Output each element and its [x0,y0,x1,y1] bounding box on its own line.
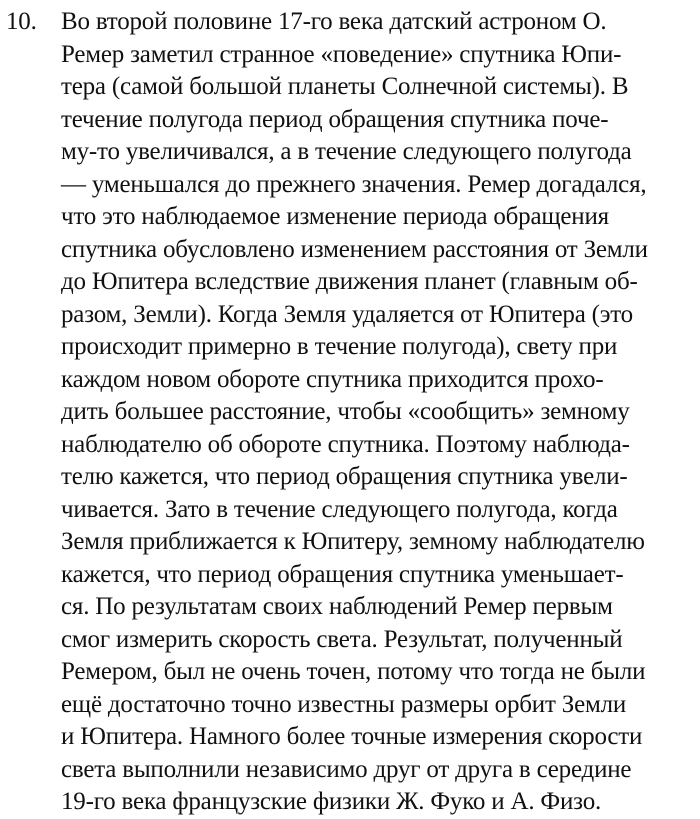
text-line: происходит примерно в течение полугода), свету при [61,333,618,360]
text-line: телю кажется, что период обращения спутника увели- [61,463,628,490]
text-line: света выполнили независимо друг от друга в середине [61,755,632,783]
text-line: му-то увеличивался, а в течение следующего полугода [61,138,632,165]
text-line: дить большее расстояние, чтобы «сообщить» земному [61,398,630,425]
text-line: ещё достаточно точно известны размеры орбит Земли [61,690,627,718]
text-line: Земля приближается к Юпитеру, земному наблюдателю [61,528,645,555]
text-line: течение полугода период обращения спутника поче- [61,105,609,133]
problem-number: 10. [6,8,37,35]
problem-text [61,6,697,819]
text-line: кажется, что период обращения спутника уменьшает- [61,560,624,588]
text-line: Во второй половине 17-го века датский астроном О. [61,8,607,35]
text-line: — уменьшался до прежнего значения. Ремер догадался, [61,170,647,198]
text-line: что это наблюдаемое изменение периода обращения [61,203,609,230]
text-line: спутника обусловлено изменением расстояния от Земли [61,235,648,263]
text-line: наблюдателю об обороте спутника. Поэтому наблюда- [61,430,630,458]
text-line: чивается. Зато в течение следующего полугода, когда [61,495,618,523]
text-line: смог измерить скорость света. Результат, полученный [61,625,623,653]
text-line: 19-го века французские физики Ж. Фуко и А. Физо. [61,788,602,815]
text-line: и Юпитера. Намного более точные измерения скорости [61,723,643,750]
text-line: Ремером, был не очень точен, потому что тогда не были [61,658,646,685]
text-line: тера (самой большой планеты Солнечной системы). В [61,73,629,100]
text-line: до Юпитера вследствие движения планет (главным об- [61,268,638,295]
text-line: разом, Земли). Когда Земля удаляется от Юпитера (это [61,300,633,328]
text-line: ся. По результатам своих наблюдений Ремер первым [61,593,613,620]
text-line: Ремер заметил странное «поведение» спутника Юпи- [61,40,622,68]
text-line: каждом новом обороте спутника приходится прохо- [61,365,604,393]
